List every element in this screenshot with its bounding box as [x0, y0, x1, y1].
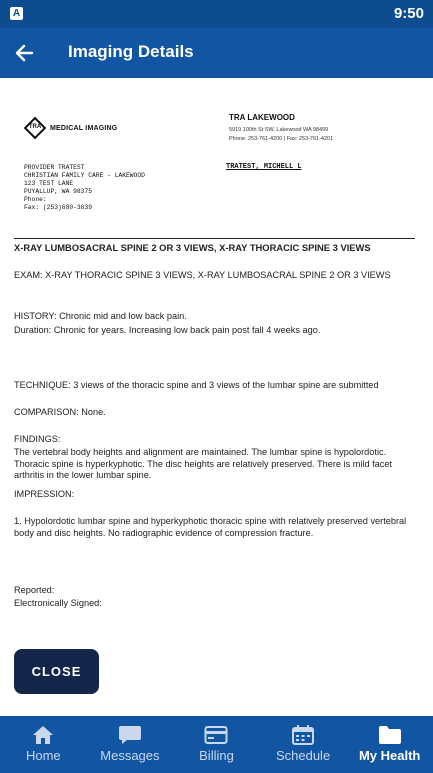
logo-text: MEDICAL IMAGING [50, 124, 118, 132]
clinic-name: TRA LAKEWOOD [229, 113, 295, 122]
report-signed: Electronically Signed: [14, 598, 102, 608]
tab-label: Schedule [275, 748, 331, 763]
report-impression: 1. Hypolordotic lumbar spine and hyperkyphotic thoracic spine with relatively preserved vertebral body and disc heights. No radiographic evidence of compression fracture. [14, 516, 407, 538]
calendar-icon [291, 725, 315, 745]
back-button[interactable] [12, 40, 40, 66]
provider-block [24, 164, 145, 213]
report-heading: X-RAY LUMBOSACRAL SPINE 2 OR 3 VIEWS, X-RAY THORACIC SPINE 3 VIEWS [14, 242, 371, 253]
findings-label: FINDINGS: [14, 434, 61, 444]
clinic-info [229, 113, 333, 142]
report-duration: Duration: Chronic for years. Increasing low back pain post fall 4 weeks ago. [14, 325, 321, 335]
arrow-left-icon [12, 40, 40, 66]
clinic-address: 5919 100th St SW, Lakewood WA 98499 [229, 127, 329, 133]
bottom-tab-bar [0, 716, 433, 773]
report-reported: Reported: [14, 585, 55, 595]
tab-label: My Health [358, 748, 421, 763]
tab-schedule[interactable] [260, 716, 347, 773]
provider-city: PUYALLUP, WA 98375 [24, 188, 93, 196]
patient-name: TRATEST, MICHELL L [226, 163, 302, 171]
app-notification-icon: A [10, 7, 23, 20]
clinic-logo [24, 117, 117, 139]
provider-fax: Fax: (253)680-3639 [24, 204, 93, 212]
provider-name: PROVIDER TRATEST [24, 164, 85, 171]
report-exam: EXAM: X-RAY THORACIC SPINE 3 VIEWS, X-RAY LUMBOSACRAL SPINE 2 OR 3 VIEWS [14, 270, 391, 280]
home-icon [31, 725, 55, 745]
tab-messages[interactable] [87, 716, 174, 773]
close-button[interactable]: CLOSE [14, 649, 99, 694]
status-time: 9:50 [393, 5, 424, 22]
impression-label: IMPRESSION: [14, 489, 75, 499]
report-findings: The vertebral body heights and alignment are maintained. The lumbar spine is hypolordotic. Thoracic spine is hyperkyphotic. The disc heights are relatively preserved. There is mild facet arthritis in the lower lumbar spine. [14, 447, 393, 481]
tab-label: Billing [199, 748, 234, 763]
imaging-report [0, 78, 433, 716]
page-title: Imaging Details [68, 42, 194, 61]
app-bar [0, 28, 433, 78]
tab-label: Home [25, 748, 61, 763]
logo-mark-icon: TRA [24, 117, 46, 139]
report-technique: TECHNIQUE: 3 views of the thoracic spine and 3 views of the lumbar spine are submitted [14, 380, 379, 390]
provider-street: 123 TEST LANE [24, 180, 74, 188]
clinic-phone-fax: Phone: 253-761-4200 | Fax: 253-761-4201 [229, 136, 334, 142]
status-bar [0, 0, 433, 28]
folder-icon [378, 725, 402, 745]
credit-card-icon [204, 725, 228, 745]
tab-my-health[interactable] [346, 716, 433, 773]
report-comparison: COMPARISON: None. [14, 407, 106, 417]
provider-practice: CHRISTIAN FAMILY CARE - LAKEWOOD [24, 172, 145, 180]
provider-phone: Phone: [24, 196, 47, 204]
tab-home[interactable] [0, 716, 87, 773]
chat-icon [118, 725, 142, 745]
tab-billing[interactable] [173, 716, 260, 773]
report-history: HISTORY: Chronic mid and low back pain. [14, 311, 187, 321]
divider [14, 238, 415, 239]
tab-label: Messages [100, 748, 160, 763]
